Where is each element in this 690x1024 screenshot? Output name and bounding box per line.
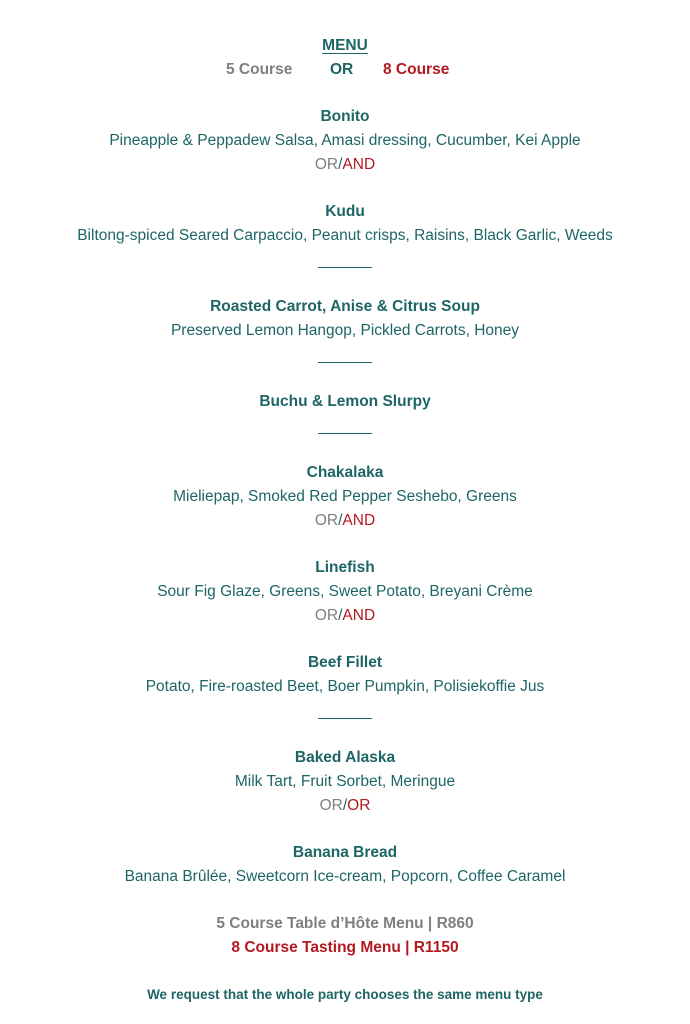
dish-description: Pineapple & Peppadew Salsa, Amasi dressing, Cucumber, Kei Apple bbox=[109, 132, 581, 149]
five-course-option: 5 Course bbox=[226, 61, 293, 78]
dish-description: Milk Tart, Fruit Sorbet, Meringue bbox=[234, 773, 456, 790]
course-conjunction: OR/OR bbox=[319, 797, 371, 814]
course-conjunction: OR/AND bbox=[314, 156, 376, 173]
dish-name: Baked Alaska bbox=[294, 749, 396, 766]
or-label: OR bbox=[330, 61, 354, 78]
dish-description: Potato, Fire-roasted Beet, Boer Pumpkin, Polisiekoffie Jus bbox=[145, 678, 545, 695]
course-divider bbox=[318, 433, 372, 434]
dish-name: Bonito bbox=[320, 108, 370, 125]
dish-name: Beef Fillet bbox=[307, 654, 383, 671]
eight-course-price: 8 Course Tasting Menu | R1150 bbox=[231, 939, 459, 956]
dish-name: Banana Bread bbox=[292, 844, 398, 861]
dish-description: Banana Brûlée, Sweetcorn Ice-cream, Popcorn, Coffee Caramel bbox=[124, 868, 566, 885]
eight-course-option: 8 Course bbox=[383, 61, 450, 78]
dish-description: Mieliepap, Smoked Red Pepper Seshebo, Greens bbox=[173, 488, 517, 505]
course-conjunction: OR/AND bbox=[314, 607, 376, 624]
menu-note: We request that the whole party chooses the same menu type bbox=[147, 987, 543, 1002]
dish-name: Buchu & Lemon Slurpy bbox=[259, 393, 431, 410]
course-conjunction: OR/AND bbox=[314, 512, 376, 529]
course-divider bbox=[318, 362, 372, 363]
five-course-price: 5 Course Table d’Hôte Menu | R860 bbox=[216, 915, 474, 932]
course-divider bbox=[318, 267, 372, 268]
menu-title: MENU bbox=[322, 37, 368, 54]
course-divider bbox=[318, 718, 372, 719]
dish-description: Biltong-spiced Seared Carpaccio, Peanut crisps, Raisins, Black Garlic, Weeds bbox=[77, 227, 613, 244]
dish-name: Roasted Carrot, Anise & Citrus Soup bbox=[210, 298, 480, 315]
dish-name: Kudu bbox=[325, 203, 365, 220]
dish-name: Linefish bbox=[315, 559, 375, 576]
dish-name: Chakalaka bbox=[306, 464, 384, 481]
dish-description: Preserved Lemon Hangop, Pickled Carrots, Honey bbox=[170, 322, 520, 339]
dish-description: Sour Fig Glaze, Greens, Sweet Potato, Breyani Crème bbox=[157, 583, 533, 600]
